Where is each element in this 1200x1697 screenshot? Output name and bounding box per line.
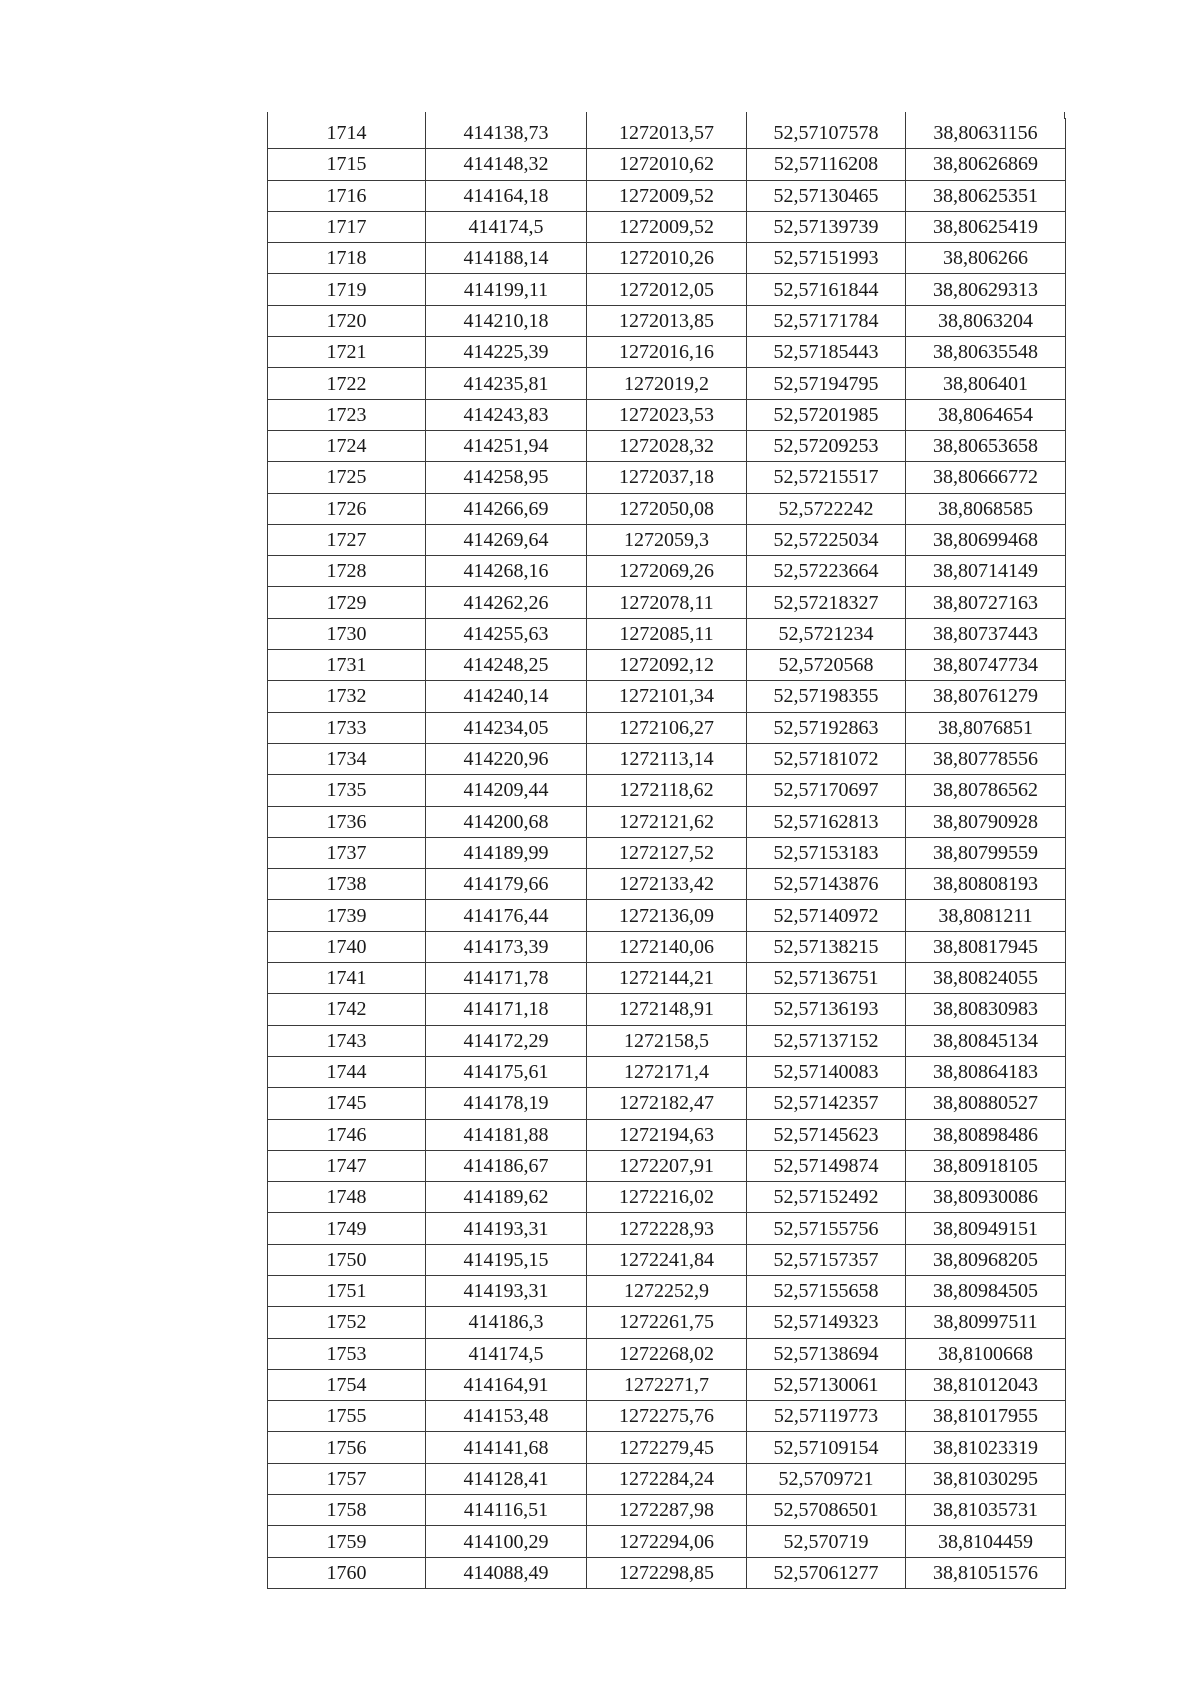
y-coordinate-cell: 1272013,85 — [587, 305, 747, 336]
table-row — [268, 180, 1066, 211]
table-row — [268, 1338, 1066, 1369]
x-coordinate-cell: 414171,78 — [426, 963, 587, 994]
x-coordinate-cell: 414153,48 — [426, 1401, 587, 1432]
point-number-cell: 1735 — [268, 775, 426, 806]
latitude-cell: 52,57215517 — [747, 462, 906, 493]
y-coordinate-cell: 1272287,98 — [587, 1495, 747, 1526]
latitude-cell: 52,5722242 — [747, 493, 906, 524]
point-number-cell: 1731 — [268, 650, 426, 681]
x-coordinate-cell: 414251,94 — [426, 430, 587, 461]
table-row — [268, 994, 1066, 1025]
x-coordinate-cell: 414179,66 — [426, 869, 587, 900]
y-coordinate-cell: 1272271,7 — [587, 1369, 747, 1400]
longitude-cell: 38,80918105 — [906, 1150, 1066, 1181]
x-coordinate-cell: 414100,29 — [426, 1526, 587, 1557]
longitude-cell: 38,80790928 — [906, 806, 1066, 837]
x-coordinate-cell: 414176,44 — [426, 900, 587, 931]
longitude-cell: 38,80629313 — [906, 274, 1066, 305]
y-coordinate-cell: 1272216,02 — [587, 1182, 747, 1213]
table-row — [268, 1526, 1066, 1557]
table-row — [268, 493, 1066, 524]
y-coordinate-cell: 1272228,93 — [587, 1213, 747, 1244]
longitude-cell: 38,80653658 — [906, 430, 1066, 461]
y-coordinate-cell: 1272279,45 — [587, 1432, 747, 1463]
latitude-cell: 52,57086501 — [747, 1495, 906, 1526]
x-coordinate-cell: 414268,16 — [426, 556, 587, 587]
table-row — [268, 869, 1066, 900]
latitude-cell: 52,57149323 — [747, 1307, 906, 1338]
x-coordinate-cell: 414258,95 — [426, 462, 587, 493]
latitude-cell: 52,57145623 — [747, 1119, 906, 1150]
y-coordinate-cell: 1272059,3 — [587, 524, 747, 555]
latitude-cell: 52,57162813 — [747, 806, 906, 837]
table-row — [268, 931, 1066, 962]
table-row — [268, 337, 1066, 368]
longitude-cell: 38,806266 — [906, 243, 1066, 274]
point-number-cell: 1728 — [268, 556, 426, 587]
latitude-cell: 52,57109154 — [747, 1432, 906, 1463]
point-number-cell: 1717 — [268, 211, 426, 242]
point-number-cell: 1737 — [268, 837, 426, 868]
x-coordinate-cell: 414175,61 — [426, 1056, 587, 1087]
longitude-cell: 38,80631156 — [906, 118, 1066, 149]
table-row — [268, 211, 1066, 242]
longitude-cell: 38,80799559 — [906, 837, 1066, 868]
y-coordinate-cell: 1272012,05 — [587, 274, 747, 305]
y-coordinate-cell: 1272101,34 — [587, 681, 747, 712]
x-coordinate-cell: 414248,25 — [426, 650, 587, 681]
y-coordinate-cell: 1272009,52 — [587, 180, 747, 211]
point-number-cell: 1715 — [268, 149, 426, 180]
table-row — [268, 806, 1066, 837]
y-coordinate-cell: 1272148,91 — [587, 994, 747, 1025]
point-number-cell: 1744 — [268, 1056, 426, 1087]
table-row — [268, 556, 1066, 587]
point-number-cell: 1736 — [268, 806, 426, 837]
y-coordinate-cell: 1272241,84 — [587, 1244, 747, 1275]
latitude-cell: 52,57155658 — [747, 1275, 906, 1306]
x-coordinate-cell: 414209,44 — [426, 775, 587, 806]
latitude-cell: 52,57198355 — [747, 681, 906, 712]
y-coordinate-cell: 1272171,4 — [587, 1056, 747, 1087]
table-row — [268, 618, 1066, 649]
longitude-cell: 38,80817945 — [906, 931, 1066, 962]
y-coordinate-cell: 1272013,57 — [587, 118, 747, 149]
longitude-cell: 38,8104459 — [906, 1526, 1066, 1557]
point-number-cell: 1716 — [268, 180, 426, 211]
point-number-cell: 1723 — [268, 399, 426, 430]
coordinates-table — [267, 118, 1066, 1589]
longitude-cell: 38,8064654 — [906, 399, 1066, 430]
x-coordinate-cell: 414225,39 — [426, 337, 587, 368]
x-coordinate-cell: 414195,15 — [426, 1244, 587, 1275]
x-coordinate-cell: 414088,49 — [426, 1557, 587, 1588]
point-number-cell: 1757 — [268, 1463, 426, 1494]
y-coordinate-cell: 1272016,16 — [587, 337, 747, 368]
y-coordinate-cell: 1272037,18 — [587, 462, 747, 493]
y-coordinate-cell: 1272069,26 — [587, 556, 747, 587]
x-coordinate-cell: 414255,63 — [426, 618, 587, 649]
x-coordinate-cell: 414193,31 — [426, 1213, 587, 1244]
table-row — [268, 305, 1066, 336]
point-number-cell: 1743 — [268, 1025, 426, 1056]
x-coordinate-cell: 414234,05 — [426, 712, 587, 743]
table-row — [268, 524, 1066, 555]
longitude-cell: 38,80666772 — [906, 462, 1066, 493]
longitude-cell: 38,80786562 — [906, 775, 1066, 806]
point-number-cell: 1752 — [268, 1307, 426, 1338]
x-coordinate-cell: 414141,68 — [426, 1432, 587, 1463]
x-coordinate-cell: 414148,32 — [426, 149, 587, 180]
table-row — [268, 1182, 1066, 1213]
latitude-cell: 52,57218327 — [747, 587, 906, 618]
y-coordinate-cell: 1272113,14 — [587, 743, 747, 774]
table-row — [268, 1244, 1066, 1275]
point-number-cell: 1729 — [268, 587, 426, 618]
longitude-cell: 38,80625351 — [906, 180, 1066, 211]
point-number-cell: 1742 — [268, 994, 426, 1025]
point-number-cell: 1724 — [268, 430, 426, 461]
point-number-cell: 1732 — [268, 681, 426, 712]
longitude-cell: 38,81017955 — [906, 1401, 1066, 1432]
point-number-cell: 1714 — [268, 118, 426, 149]
point-number-cell: 1760 — [268, 1557, 426, 1588]
y-coordinate-cell: 1272207,91 — [587, 1150, 747, 1181]
table-row — [268, 1088, 1066, 1119]
y-coordinate-cell: 1272261,75 — [587, 1307, 747, 1338]
latitude-cell: 52,570719 — [747, 1526, 906, 1557]
table-row — [268, 1150, 1066, 1181]
y-coordinate-cell: 1272275,76 — [587, 1401, 747, 1432]
table-row — [268, 149, 1066, 180]
longitude-cell: 38,80930086 — [906, 1182, 1066, 1213]
x-coordinate-cell: 414240,14 — [426, 681, 587, 712]
point-number-cell: 1739 — [268, 900, 426, 931]
latitude-cell: 52,57209253 — [747, 430, 906, 461]
y-coordinate-cell: 1272252,9 — [587, 1275, 747, 1306]
y-coordinate-cell: 1272019,2 — [587, 368, 747, 399]
longitude-cell: 38,80778556 — [906, 743, 1066, 774]
point-number-cell: 1738 — [268, 869, 426, 900]
x-coordinate-cell: 414243,83 — [426, 399, 587, 430]
x-coordinate-cell: 414178,19 — [426, 1088, 587, 1119]
longitude-cell: 38,80880527 — [906, 1088, 1066, 1119]
table-row — [268, 118, 1066, 149]
latitude-cell: 52,57136751 — [747, 963, 906, 994]
longitude-cell: 38,80635548 — [906, 337, 1066, 368]
y-coordinate-cell: 1272121,62 — [587, 806, 747, 837]
point-number-cell: 1758 — [268, 1495, 426, 1526]
latitude-cell: 52,57161844 — [747, 274, 906, 305]
latitude-cell: 52,57140083 — [747, 1056, 906, 1087]
longitude-cell: 38,80864183 — [906, 1056, 1066, 1087]
table-row — [268, 1025, 1066, 1056]
x-coordinate-cell: 414186,67 — [426, 1150, 587, 1181]
latitude-cell: 52,57225034 — [747, 524, 906, 555]
point-number-cell: 1741 — [268, 963, 426, 994]
longitude-cell: 38,80714149 — [906, 556, 1066, 587]
y-coordinate-cell: 1272010,26 — [587, 243, 747, 274]
table-row — [268, 243, 1066, 274]
x-coordinate-cell: 414173,39 — [426, 931, 587, 962]
table-row — [268, 1119, 1066, 1150]
latitude-cell: 52,57194795 — [747, 368, 906, 399]
latitude-cell: 52,57192863 — [747, 712, 906, 743]
latitude-cell: 52,57140972 — [747, 900, 906, 931]
latitude-cell: 52,57152492 — [747, 1182, 906, 1213]
point-number-cell: 1721 — [268, 337, 426, 368]
y-coordinate-cell: 1272028,32 — [587, 430, 747, 461]
longitude-cell: 38,81023319 — [906, 1432, 1066, 1463]
y-coordinate-cell: 1272085,11 — [587, 618, 747, 649]
latitude-cell: 52,57138215 — [747, 931, 906, 962]
longitude-cell: 38,806401 — [906, 368, 1066, 399]
y-coordinate-cell: 1272133,42 — [587, 869, 747, 900]
y-coordinate-cell: 1272182,47 — [587, 1088, 747, 1119]
longitude-cell: 38,80845134 — [906, 1025, 1066, 1056]
latitude-cell: 52,57107578 — [747, 118, 906, 149]
x-coordinate-cell: 414138,73 — [426, 118, 587, 149]
y-coordinate-cell: 1272158,5 — [587, 1025, 747, 1056]
point-number-cell: 1730 — [268, 618, 426, 649]
latitude-cell: 52,57143876 — [747, 869, 906, 900]
x-coordinate-cell: 414186,3 — [426, 1307, 587, 1338]
table-row — [268, 712, 1066, 743]
table-row — [268, 587, 1066, 618]
y-coordinate-cell: 1272118,62 — [587, 775, 747, 806]
x-coordinate-cell: 414266,69 — [426, 493, 587, 524]
point-number-cell: 1718 — [268, 243, 426, 274]
point-number-cell: 1747 — [268, 1150, 426, 1181]
table-row — [268, 650, 1066, 681]
latitude-cell: 52,57153183 — [747, 837, 906, 868]
latitude-cell: 52,57137152 — [747, 1025, 906, 1056]
table-row — [268, 274, 1066, 305]
latitude-cell: 52,57119773 — [747, 1401, 906, 1432]
x-coordinate-cell: 414181,88 — [426, 1119, 587, 1150]
point-number-cell: 1751 — [268, 1275, 426, 1306]
latitude-cell: 52,5720568 — [747, 650, 906, 681]
y-coordinate-cell: 1272144,21 — [587, 963, 747, 994]
table-row — [268, 1463, 1066, 1494]
point-number-cell: 1734 — [268, 743, 426, 774]
latitude-cell: 52,57142357 — [747, 1088, 906, 1119]
x-coordinate-cell: 414188,14 — [426, 243, 587, 274]
y-coordinate-cell: 1272298,85 — [587, 1557, 747, 1588]
latitude-cell: 52,57171784 — [747, 305, 906, 336]
x-coordinate-cell: 414128,41 — [426, 1463, 587, 1494]
point-number-cell: 1753 — [268, 1338, 426, 1369]
x-coordinate-cell: 414235,81 — [426, 368, 587, 399]
point-number-cell: 1759 — [268, 1526, 426, 1557]
y-coordinate-cell: 1272294,06 — [587, 1526, 747, 1557]
point-number-cell: 1733 — [268, 712, 426, 743]
longitude-cell: 38,80727163 — [906, 587, 1066, 618]
latitude-cell: 52,5721234 — [747, 618, 906, 649]
table-row — [268, 368, 1066, 399]
point-number-cell: 1720 — [268, 305, 426, 336]
longitude-cell: 38,80626869 — [906, 149, 1066, 180]
longitude-cell: 38,80808193 — [906, 869, 1066, 900]
point-number-cell: 1754 — [268, 1369, 426, 1400]
table-row — [268, 1495, 1066, 1526]
point-number-cell: 1745 — [268, 1088, 426, 1119]
longitude-cell: 38,80968205 — [906, 1244, 1066, 1275]
latitude-cell: 52,57201985 — [747, 399, 906, 430]
longitude-cell: 38,80830983 — [906, 994, 1066, 1025]
x-coordinate-cell: 414262,26 — [426, 587, 587, 618]
y-coordinate-cell: 1272050,08 — [587, 493, 747, 524]
table-row — [268, 1307, 1066, 1338]
x-coordinate-cell: 414172,29 — [426, 1025, 587, 1056]
table-row — [268, 1401, 1066, 1432]
table-row — [268, 462, 1066, 493]
table-row — [268, 837, 1066, 868]
latitude-cell: 52,57151993 — [747, 243, 906, 274]
y-coordinate-cell: 1272092,12 — [587, 650, 747, 681]
latitude-cell: 52,57155756 — [747, 1213, 906, 1244]
longitude-cell: 38,8100668 — [906, 1338, 1066, 1369]
longitude-cell: 38,8068585 — [906, 493, 1066, 524]
y-coordinate-cell: 1272284,24 — [587, 1463, 747, 1494]
table-row — [268, 681, 1066, 712]
table-row — [268, 1056, 1066, 1087]
longitude-cell: 38,8081211 — [906, 900, 1066, 931]
table-row — [268, 1213, 1066, 1244]
x-coordinate-cell: 414116,51 — [426, 1495, 587, 1526]
x-coordinate-cell: 414164,91 — [426, 1369, 587, 1400]
latitude-cell: 52,57170697 — [747, 775, 906, 806]
longitude-cell: 38,80824055 — [906, 963, 1066, 994]
point-number-cell: 1756 — [268, 1432, 426, 1463]
x-coordinate-cell: 414199,11 — [426, 274, 587, 305]
x-coordinate-cell: 414164,18 — [426, 180, 587, 211]
point-number-cell: 1746 — [268, 1119, 426, 1150]
y-coordinate-cell: 1272078,11 — [587, 587, 747, 618]
table-row — [268, 900, 1066, 931]
y-coordinate-cell: 1272106,27 — [587, 712, 747, 743]
latitude-cell: 52,57185443 — [747, 337, 906, 368]
latitude-cell: 52,57181072 — [747, 743, 906, 774]
longitude-cell: 38,8063204 — [906, 305, 1066, 336]
longitude-cell: 38,80747734 — [906, 650, 1066, 681]
y-coordinate-cell: 1272140,06 — [587, 931, 747, 962]
longitude-cell: 38,80984505 — [906, 1275, 1066, 1306]
table-row — [268, 1369, 1066, 1400]
x-coordinate-cell: 414174,5 — [426, 1338, 587, 1369]
x-coordinate-cell: 414189,62 — [426, 1182, 587, 1213]
longitude-cell: 38,80737443 — [906, 618, 1066, 649]
longitude-cell: 38,81030295 — [906, 1463, 1066, 1494]
point-number-cell: 1750 — [268, 1244, 426, 1275]
point-number-cell: 1726 — [268, 493, 426, 524]
point-number-cell: 1740 — [268, 931, 426, 962]
y-coordinate-cell: 1272136,09 — [587, 900, 747, 931]
x-coordinate-cell: 414220,96 — [426, 743, 587, 774]
table-row — [268, 775, 1066, 806]
table-row — [268, 1275, 1066, 1306]
latitude-cell: 52,5709721 — [747, 1463, 906, 1494]
table-row — [268, 743, 1066, 774]
point-number-cell: 1719 — [268, 274, 426, 305]
latitude-cell: 52,57061277 — [747, 1557, 906, 1588]
longitude-cell: 38,80625419 — [906, 211, 1066, 242]
table-row — [268, 1557, 1066, 1588]
longitude-cell: 38,80997511 — [906, 1307, 1066, 1338]
longitude-cell: 38,80761279 — [906, 681, 1066, 712]
x-coordinate-cell: 414189,99 — [426, 837, 587, 868]
point-number-cell: 1725 — [268, 462, 426, 493]
table-row — [268, 399, 1066, 430]
point-number-cell: 1748 — [268, 1182, 426, 1213]
latitude-cell: 52,57130061 — [747, 1369, 906, 1400]
table-row — [268, 1432, 1066, 1463]
y-coordinate-cell: 1272127,52 — [587, 837, 747, 868]
latitude-cell: 52,57149874 — [747, 1150, 906, 1181]
y-coordinate-cell: 1272268,02 — [587, 1338, 747, 1369]
y-coordinate-cell: 1272194,63 — [587, 1119, 747, 1150]
coordinates-table-body — [268, 118, 1066, 1588]
longitude-cell: 38,81051576 — [906, 1557, 1066, 1588]
table-row — [268, 430, 1066, 461]
y-coordinate-cell: 1272010,62 — [587, 149, 747, 180]
longitude-cell: 38,81012043 — [906, 1369, 1066, 1400]
longitude-cell: 38,8076851 — [906, 712, 1066, 743]
latitude-cell: 52,57139739 — [747, 211, 906, 242]
latitude-cell: 52,57116208 — [747, 149, 906, 180]
x-coordinate-cell: 414200,68 — [426, 806, 587, 837]
latitude-cell: 52,57136193 — [747, 994, 906, 1025]
y-coordinate-cell: 1272009,52 — [587, 211, 747, 242]
x-coordinate-cell: 414269,64 — [426, 524, 587, 555]
point-number-cell: 1749 — [268, 1213, 426, 1244]
y-coordinate-cell: 1272023,53 — [587, 399, 747, 430]
table-row — [268, 963, 1066, 994]
point-number-cell: 1727 — [268, 524, 426, 555]
latitude-cell: 52,57157357 — [747, 1244, 906, 1275]
x-coordinate-cell: 414171,18 — [426, 994, 587, 1025]
point-number-cell: 1755 — [268, 1401, 426, 1432]
latitude-cell: 52,57223664 — [747, 556, 906, 587]
longitude-cell: 38,81035731 — [906, 1495, 1066, 1526]
x-coordinate-cell: 414210,18 — [426, 305, 587, 336]
longitude-cell: 38,80949151 — [906, 1213, 1066, 1244]
latitude-cell: 52,57130465 — [747, 180, 906, 211]
longitude-cell: 38,80898486 — [906, 1119, 1066, 1150]
point-number-cell: 1722 — [268, 368, 426, 399]
longitude-cell: 38,80699468 — [906, 524, 1066, 555]
x-coordinate-cell: 414174,5 — [426, 211, 587, 242]
latitude-cell: 52,57138694 — [747, 1338, 906, 1369]
x-coordinate-cell: 414193,31 — [426, 1275, 587, 1306]
